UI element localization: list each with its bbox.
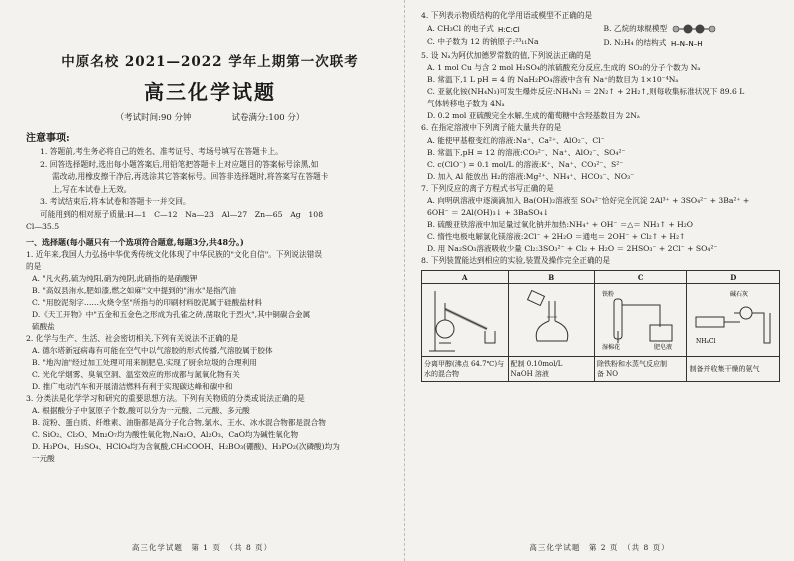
apparatus-b — [508, 284, 594, 357]
option-b: B. 硫酸亚铁溶液中加足量过氧化钠并加热:NH₄⁺ + OH⁻ ＝△＝ NH₃↑ + H₂O — [427, 219, 694, 229]
option-b: B. 常温下,1 L pH = 4 的 NaH₂PO₄溶液中含有 Na⁺的数目为 1×10⁻⁴Nₐ — [427, 75, 679, 85]
option-d: D. 0.2 mol 亚硫酸完全水解,生成的葡萄糖中含羟基数目为 2Nₐ — [427, 111, 640, 121]
caption-d: 制备并收集干燥的氨气 — [687, 357, 780, 382]
apparatus-c — [594, 284, 687, 357]
option-d-cont: 一元酸 — [32, 454, 55, 464]
page-footer: 高三化学试题 第 1 页 （共 8 页） — [131, 543, 273, 552]
subject-title: 高三化学试题 — [144, 80, 276, 104]
option-c: C. SiO₂、Cl₂O、Mn₂O₇均为酸性氧化物,Na₂O、Al₂O₃、CaO均为碱性氧化物 — [32, 430, 299, 440]
option-b: B. 淀粉、蛋白质、纤维素、油脂都是高分子化合物,氯水、王水、冰水混合物都是混合物 — [32, 418, 326, 428]
question-3 — [26, 393, 394, 465]
label-nh4cl: NH₄Cl — [696, 338, 716, 346]
option-c: C. 亚氨化铵(NH₄N₃)可发生爆炸反应:NH₄N₃ ＝ 2N₂↑ + 2H₂↑,则每收集标准状况下 89.6 L — [427, 87, 745, 97]
distillation-apparatus-icon — [425, 287, 505, 353]
option-d: D. 加入 Al 能放出 H₂的溶液:Mg²⁺、NH₄⁺、HCO₃⁻、NO₃⁻ — [427, 171, 635, 181]
question-stem: 7. 下列反应的离子方程式书写正确的是 — [421, 183, 554, 193]
electron-formula-icon — [496, 22, 524, 36]
volumetric-flask-icon — [511, 287, 591, 353]
page-footer: 高三化学试题 第 2 页 （共 8 页） — [529, 543, 670, 552]
option-d: D. N₂H₄ 的结构式 H–N–N–H — [604, 36, 781, 50]
option-a: A. 能使甲基橙变红的溶液:Na⁺、Ca²⁺、AlO₂⁻、Cl⁻ — [427, 135, 605, 145]
label-wet-cotton: 湿棉花 — [601, 344, 620, 352]
atomic-masses: 可能用到的相对原子质量:H—1 C—12 Na—23 Al—27 Zn—65 Ag 108 — [40, 209, 324, 219]
option-b: B. 常温下,pH = 12 的溶液:CO₃²⁻、Na⁺、AlO₂⁻、SO₄²⁻ — [427, 147, 626, 157]
question-stem-cont: 的是 — [26, 261, 42, 271]
svg-text:H–N–N–H: H–N–N–H — [670, 40, 703, 49]
option-b: B. "高奴县洧水,肥如漆,燃之如麻"文中提到的"洧水"是指汽油 — [32, 285, 236, 295]
atomic-masses-cont: Cl—35.5 — [26, 222, 60, 231]
question-8 — [421, 255, 780, 382]
option-a: A. CH₃Cl 的电子式 H:C:Cl — [427, 22, 604, 36]
exam-title: 中原名校 2021—2022 学年上期第一次联考 — [61, 54, 359, 70]
option-d: D. H₃PO₄、H₂SO₄、HClO₄均为含氧酸,CH₃COOH、H₂BO₃(硼酸)、H₃PO₂(次磷酸)均为 — [32, 442, 340, 452]
option-c: C. 惰性电极电解氯化镁溶液:2Cl⁻ + 2H₂O ＝通电＝ 2OH⁻ + Cl₂↑ + H₂↑ — [427, 231, 686, 241]
label-soap-solution: 肥皂液 — [653, 344, 672, 352]
score-note: 试卷满分:100 分） — [231, 113, 305, 123]
ammonia-apparatus-icon — [690, 287, 776, 353]
option-c: C. 光化学烟雾、臭氧空洞、温室效应的形成都与氮氧化物有关 — [32, 370, 240, 380]
caption-b: 配制 0.10mol/L NaOH 溶液 — [508, 357, 594, 382]
apparatus-table — [421, 270, 780, 382]
notice-line: 上,写在本试卷上无效。 — [52, 184, 132, 194]
question-stem: 8. 下列装置能达到相应的实验,装置及操作完全正确的是 — [421, 255, 611, 265]
question-stem: 2. 化学与生产、生活、社会密切相关,下列有关说法不正确的是 — [26, 333, 239, 343]
option-a-cont: 6OH⁻ ＝ 2Al(OH)₃↓ + 3BaSO₄↓ — [427, 207, 549, 217]
option-c-cont: 气体转移电子数为 4Nₐ — [427, 99, 505, 109]
question-stem: 3. 分类法是化学学习和研究的重要思想方法。下列有关物质的分类或说法正确的是 — [26, 394, 305, 404]
option-b: B. "地沟油"经过加工处理可用来制肥皂,实现了厨余垃圾的合理利用 — [32, 358, 257, 368]
option-c: C. c(ClO⁻) = 0.1 mol/L 的溶液:K⁺、Na⁺、CO₃²⁻、S²⁻ — [427, 159, 624, 169]
question-stem: 1. 近年来,我国人力弘扬中华优秀传统文化体现了中华民族的"文化自信"。下列说法错误 — [26, 249, 323, 259]
caption-a: 分离甲醇(沸点 64.7℃)与 水的混合物 — [422, 357, 509, 382]
svg-text:H:C:Cl: H:C:Cl — [498, 26, 520, 35]
time-note: （考试时间:90 分钟 — [115, 113, 192, 123]
question-4 — [421, 10, 780, 50]
col-header-d: D — [687, 271, 780, 284]
apparatus-a — [422, 284, 509, 357]
exam-meta — [26, 111, 394, 123]
caption-c: 除铁粉和水蒸气反应制 备 NO — [594, 357, 687, 382]
option-a: A. 1 mol Cu 与含 2 mol H₂SO₄的浓硫酸充分反应,生成的 SO₂的分子个数为 Nₐ — [427, 63, 701, 73]
option-a: A. 德尔塔新冠病毒有可能在空气中以气溶胶的形式传播,气溶胶属于胶体 — [32, 346, 273, 356]
question-2 — [26, 333, 394, 393]
option-d: D. 推广电动汽车和开展清洁燃料有利于实现碳达峰和碳中和 — [32, 382, 233, 392]
option-b: B. 乙烷的球棍模型 — [604, 22, 781, 36]
question-stem: 5. 设 Nₐ为阿伏加德罗常数的值,下列说法正确的是 — [421, 51, 592, 61]
question-1 — [26, 249, 394, 333]
option-c: C. 中子数为 12 的钠原子:²³₁₁Na — [427, 37, 539, 47]
notice-line: 2. 回答选择题时,选出每小题答案后,用铅笔把答题卡上对应题目的答案标号涂黑,如 — [40, 159, 319, 169]
question-stem: 4. 下列表示物质结构的化学用语或模型不正确的是 — [421, 11, 593, 20]
notice-heading: 注意事项: — [26, 133, 70, 144]
structural-formula-icon — [669, 36, 709, 50]
question-stem: 6. 在指定溶液中下列离子能大量共存的是 — [421, 123, 562, 133]
option-d: D. 用 Na₂SO₃溶液吸收少量 Cl₂:3SO₃²⁻ + Cl₂ + H₂O ＝ 2HSO₃⁻ + 2Cl⁻ + SO₄²⁻ — [427, 243, 718, 253]
notice-line: 1. 答题前,考生务必将自己的姓名、准考证号、考场号填写在答题卡上。 — [40, 147, 283, 156]
question-5 — [421, 50, 780, 122]
section-heading: 一、选择题(每小题只有一个选项符合题意,每题3分,共48分。) — [26, 236, 244, 247]
notice-line: 需改动,用橡皮擦干净后,再选涂其它答案标号。回答非选择题时,将答案写在答题卡 — [52, 172, 329, 181]
iron-steam-apparatus-icon — [598, 287, 684, 353]
col-header-c: C — [594, 271, 687, 284]
ball-stick-model-icon — [670, 22, 718, 36]
question-6 — [421, 122, 780, 182]
col-header-b: B — [508, 271, 594, 284]
right-page — [404, 0, 794, 561]
col-header-a: A — [422, 271, 509, 284]
label-iron-powder: 铁粉 — [601, 291, 614, 299]
notice-line: 3. 考试结束后,将本试卷和答题卡一并交回。 — [40, 197, 191, 206]
option-a: A. 向明矾溶液中逐滴滴加入 Ba(OH)₂溶液至 SO₄²⁻恰好完全沉淀 2Al³⁺ + 3SO₄²⁻ + 3Ba²⁺ + — [427, 195, 750, 205]
label-soda-lime: 碱石灰 — [730, 291, 749, 299]
question-7 — [421, 183, 780, 255]
option-d: D.《天工开物》中"五金和五金色之形成为孔雀之砖,凿取化于烈火",其中铜碳合金属 — [32, 309, 311, 319]
apparatus-d — [687, 284, 780, 357]
option-a: A. "凡火药,硫为纯阳,硝为纯阴,此硝指的是硝酸钾 — [32, 273, 198, 283]
option-a: A. 根据酸分子中氢原子个数,酸可以分为一元酸、二元酸、多元酸 — [32, 406, 250, 416]
option-d-cont: 硫酸盐 — [32, 321, 55, 331]
option-c: C. "用胶泥刻字……火烧令坚"所指与的印刷材料胶泥属于硅酸盐材料 — [32, 297, 262, 307]
